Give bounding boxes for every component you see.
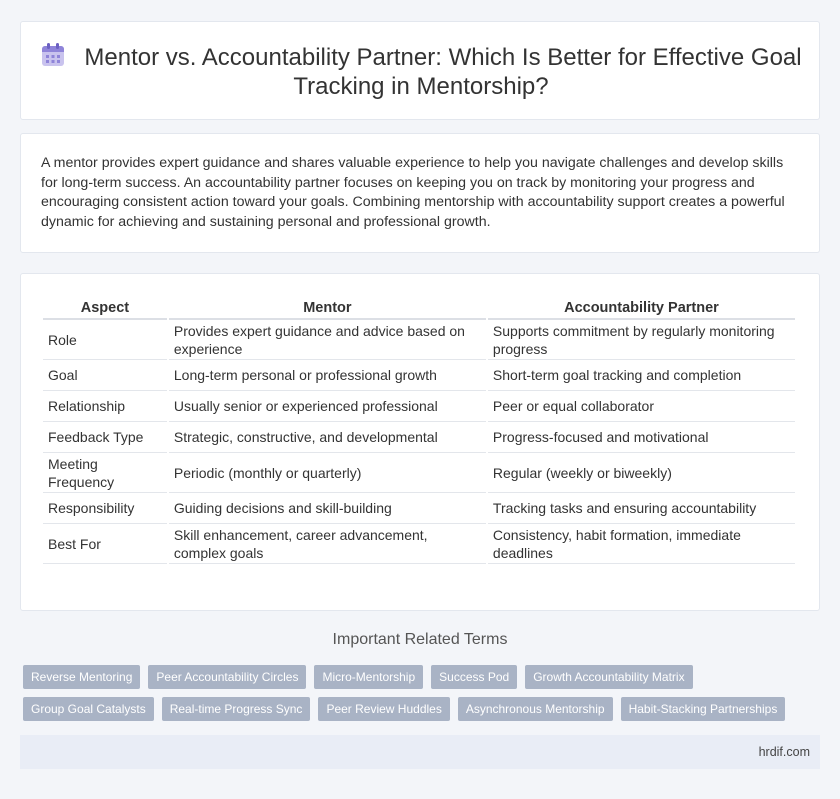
row-aspect: Feedback Type	[43, 422, 167, 453]
intro-paragraph: A mentor provides expert guidance and shares valuable experience to help you navigate challenges and develop skills for long-term success. An accountability partner focuses on keeping you on track by monitoring your progress and encouraging consistent action toward your goals. Combining mentorship with accountability support creates a powerful dynamic for achieving and sustaining personal and professional growth.	[41, 155, 785, 230]
comparison-table-card	[20, 273, 820, 611]
footer	[20, 735, 820, 769]
row-mentor: Long-term personal or professional growth	[169, 360, 486, 391]
row-partner: Regular (weekly or biweekly)	[488, 453, 795, 493]
table-row	[43, 360, 795, 391]
row-aspect: Responsibility	[43, 493, 167, 524]
row-aspect: Meeting Frequency	[43, 453, 167, 493]
page-title	[21, 43, 821, 101]
footer-site-link[interactable]: hrdif.com	[758, 745, 810, 759]
header-accountability-partner: Accountability Partner	[488, 294, 795, 320]
row-mentor: Guiding decisions and skill-building	[169, 493, 486, 524]
row-aspect: Goal	[43, 360, 167, 391]
row-partner: Short-term goal tracking and completion	[488, 360, 795, 391]
table-row	[43, 391, 795, 422]
page-title-text: Mentor vs. Accountability Partner: Which Is Better for Effective Goal Tracking in Mentorship?	[84, 44, 802, 100]
related-tag[interactable]: Group Goal Catalysts	[23, 697, 154, 721]
table-row	[43, 493, 795, 524]
related-tag[interactable]: Real-time Progress Sync	[162, 697, 311, 721]
row-partner: Tracking tasks and ensuring accountability	[488, 493, 795, 524]
calendar-icon	[40, 43, 66, 67]
row-mentor: Provides expert guidance and advice based on experience	[169, 320, 486, 360]
intro-card	[20, 133, 820, 253]
related-tag[interactable]: Asynchronous Mentorship	[458, 697, 613, 721]
related-tag[interactable]: Peer Review Huddles	[318, 697, 449, 721]
row-mentor: Skill enhancement, career advancement, complex goals	[169, 524, 486, 564]
related-tag[interactable]: Reverse Mentoring	[23, 665, 140, 689]
related-tag[interactable]: Habit-Stacking Partnerships	[621, 697, 786, 721]
table-row	[43, 320, 795, 360]
row-partner: Peer or equal collaborator	[488, 391, 795, 422]
related-tags-row-1	[23, 665, 823, 689]
related-tag[interactable]: Peer Accountability Circles	[148, 665, 306, 689]
row-mentor: Strategic, constructive, and developmental	[169, 422, 486, 453]
table-row	[43, 422, 795, 453]
related-tag[interactable]: Micro-Mentorship	[314, 665, 423, 689]
row-mentor: Usually senior or experienced professional	[169, 391, 486, 422]
row-partner: Progress-focused and motivational	[488, 422, 795, 453]
header-aspect: Aspect	[43, 294, 167, 320]
comparison-table	[41, 294, 797, 564]
row-aspect: Role	[43, 320, 167, 360]
row-aspect: Relationship	[43, 391, 167, 422]
row-aspect: Best For	[43, 524, 167, 564]
header-mentor: Mentor	[169, 294, 486, 320]
row-partner: Supports commitment by regularly monitoring progress	[488, 320, 795, 360]
row-mentor: Periodic (monthly or quarterly)	[169, 453, 486, 493]
title-card	[20, 21, 820, 120]
row-partner: Consistency, habit formation, immediate deadlines	[488, 524, 795, 564]
related-terms-title: Important Related Terms	[332, 631, 508, 648]
related-tags-row-2	[23, 697, 823, 721]
table-row	[43, 453, 795, 493]
table-header-row	[43, 294, 795, 320]
table-row	[43, 524, 795, 564]
related-tag[interactable]: Success Pod	[431, 665, 517, 689]
related-tag[interactable]: Growth Accountability Matrix	[525, 665, 692, 689]
